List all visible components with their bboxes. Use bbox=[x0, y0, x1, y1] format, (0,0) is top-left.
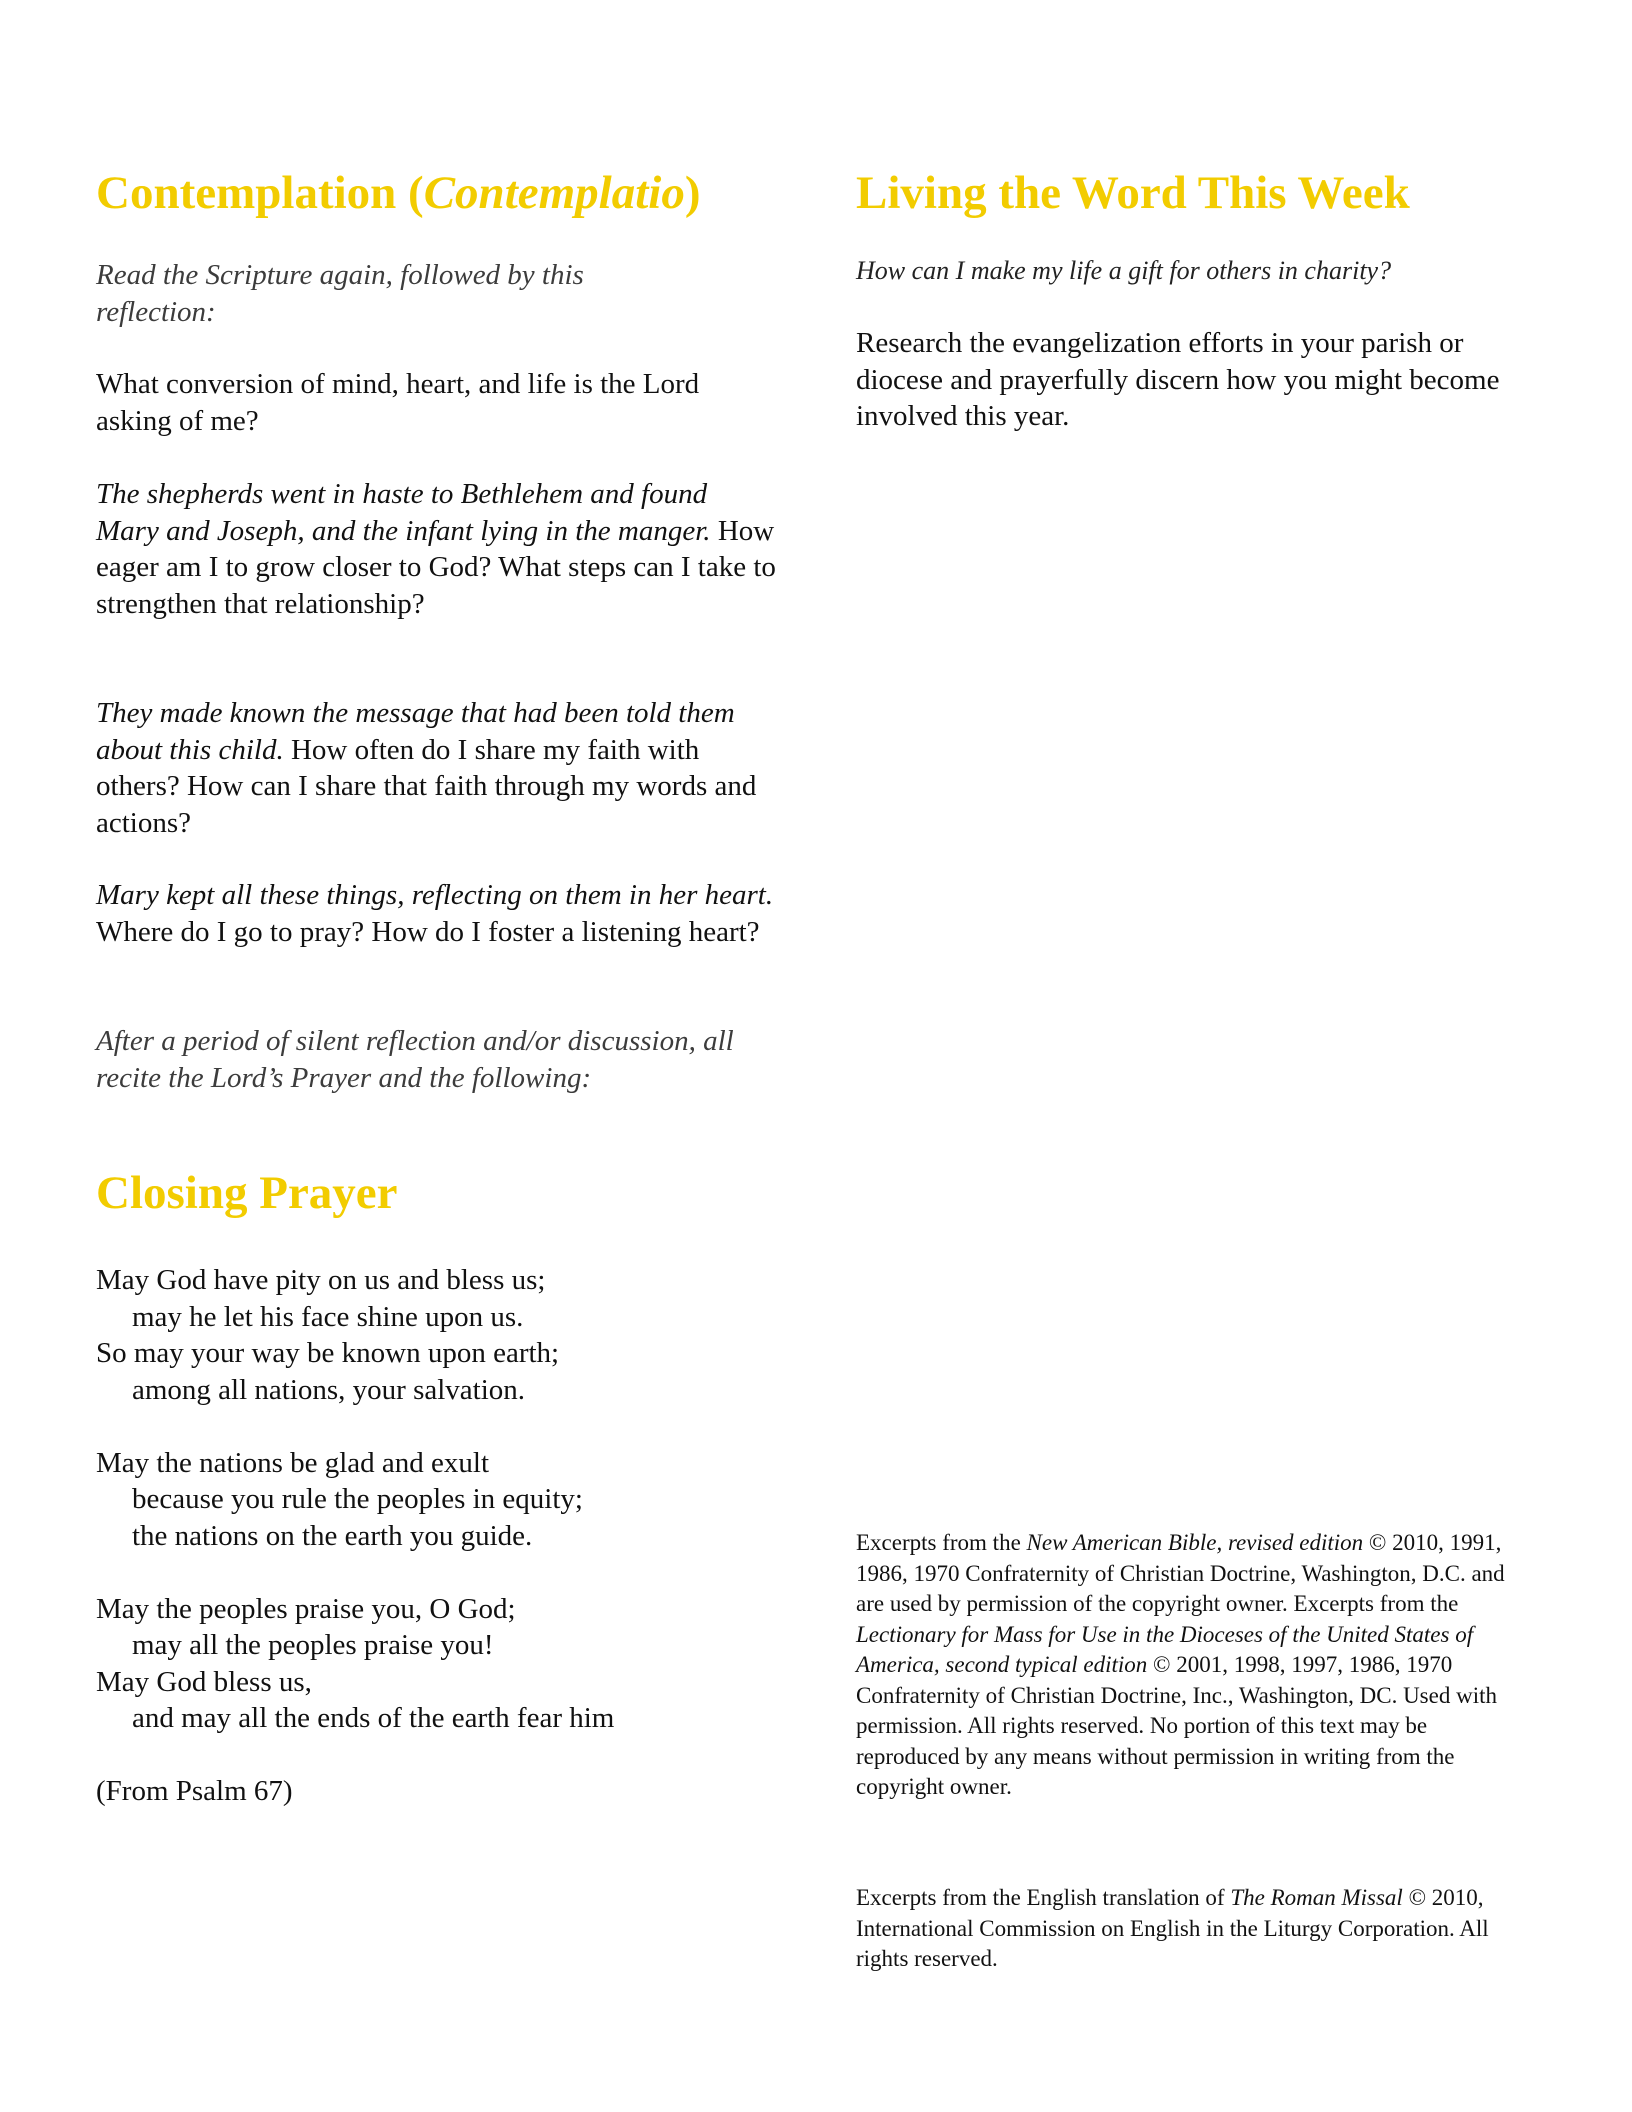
conversion-question: What conversion of mind, heart, and life is the Lord asking of me? bbox=[96, 368, 700, 437]
scripture-quote: Mary kept all these things, reflecting on them in her heart. bbox=[96, 879, 774, 911]
psalm-line: may all the peoples praise you! bbox=[132, 1629, 494, 1661]
scripture-quote: The shepherds went in haste to Bethlehem and found Mary and Joseph, and the infant lying in the manger. bbox=[96, 478, 711, 547]
contemplation-heading: Contemplation (Contemplatio) bbox=[96, 167, 701, 219]
psalm-line: may he let his face shine upon us. bbox=[132, 1300, 524, 1333]
psalm-line: among all nations, your salvation. bbox=[132, 1373, 526, 1406]
psalm-line: May God bless us, bbox=[96, 1665, 312, 1698]
scripture-quote: They made known the message that had been told them about this child. bbox=[96, 697, 735, 766]
psalm-line: So may your way be known upon earth; bbox=[96, 1337, 560, 1369]
living-word-question: How can I make my life a gift for others in charity? bbox=[856, 256, 1392, 285]
living-word-heading: Living the Word This Week bbox=[856, 167, 1410, 219]
psalm-line: May the nations be glad and exult bbox=[96, 1446, 490, 1479]
living-word-action: Research the evangelization efforts in your parish or diocese and prayerfully discern how you might become involved this year. bbox=[856, 327, 1500, 432]
psalm-line: the nations on the earth you guide. bbox=[132, 1519, 533, 1552]
reflection-2 bbox=[96, 695, 776, 841]
contemplation-instruction: Read the Scripture again, followed by this reflection: bbox=[96, 259, 584, 328]
copyright-notice-2: Excerpts from the English translation of The Roman Missal © 2010, International Commission on English in the Liturgy Corporation. All rights reserved. bbox=[856, 1885, 1489, 1971]
stanza-gap bbox=[96, 1554, 776, 1591]
reflection-prompt: How often do I share my faith with others? How can I share that faith through my words and actions? bbox=[96, 733, 757, 839]
closing-prayer-psalm bbox=[96, 1262, 776, 1810]
psalm-line: May the peoples praise you, O God; bbox=[96, 1592, 516, 1625]
copyright-notice-1: Excerpts from the New American Bible, revised edition © 2010, 1991, 1986, 1970 Confraternity of Christian Doctrine, Washington, D.C. and are used by permission of the copyright owner. Excerpts from the Lectionary for Mass for Use in the Dioceses of the United States of America, second typical edition © 2001, 1998, 1997, 1986, 1970 Confraternity of Christian Doctrine, Inc., Washington, DC. Used with permission. All rights reserved. No portion of this text may be reproduced by any means without permission in writing from the copyright owner. bbox=[856, 1530, 1505, 1799]
stanza-gap bbox=[96, 1737, 776, 1774]
reflection-prompt: Where do I go to pray? How do I foster a listening heart? bbox=[96, 915, 760, 948]
closing-instruction: After a period of silent reflection and/or discussion, all recite the Lord’s Prayer and the following: bbox=[96, 1025, 734, 1094]
psalm-source: (From Psalm 67) bbox=[96, 1775, 293, 1807]
stanza-gap bbox=[96, 1408, 776, 1445]
reflection-3 bbox=[96, 877, 776, 950]
psalm-line: and may all the ends of the earth fear him bbox=[132, 1702, 615, 1734]
psalm-line: because you rule the peoples in equity; bbox=[132, 1483, 583, 1515]
reflection-prompt: How eager am I to grow closer to God? What steps can I take to strengthen that relationship? bbox=[96, 514, 776, 620]
reflection-1 bbox=[96, 476, 776, 622]
psalm-line: May God have pity on us and bless us; bbox=[96, 1264, 546, 1296]
closing-prayer-heading: Closing Prayer bbox=[96, 1167, 398, 1219]
